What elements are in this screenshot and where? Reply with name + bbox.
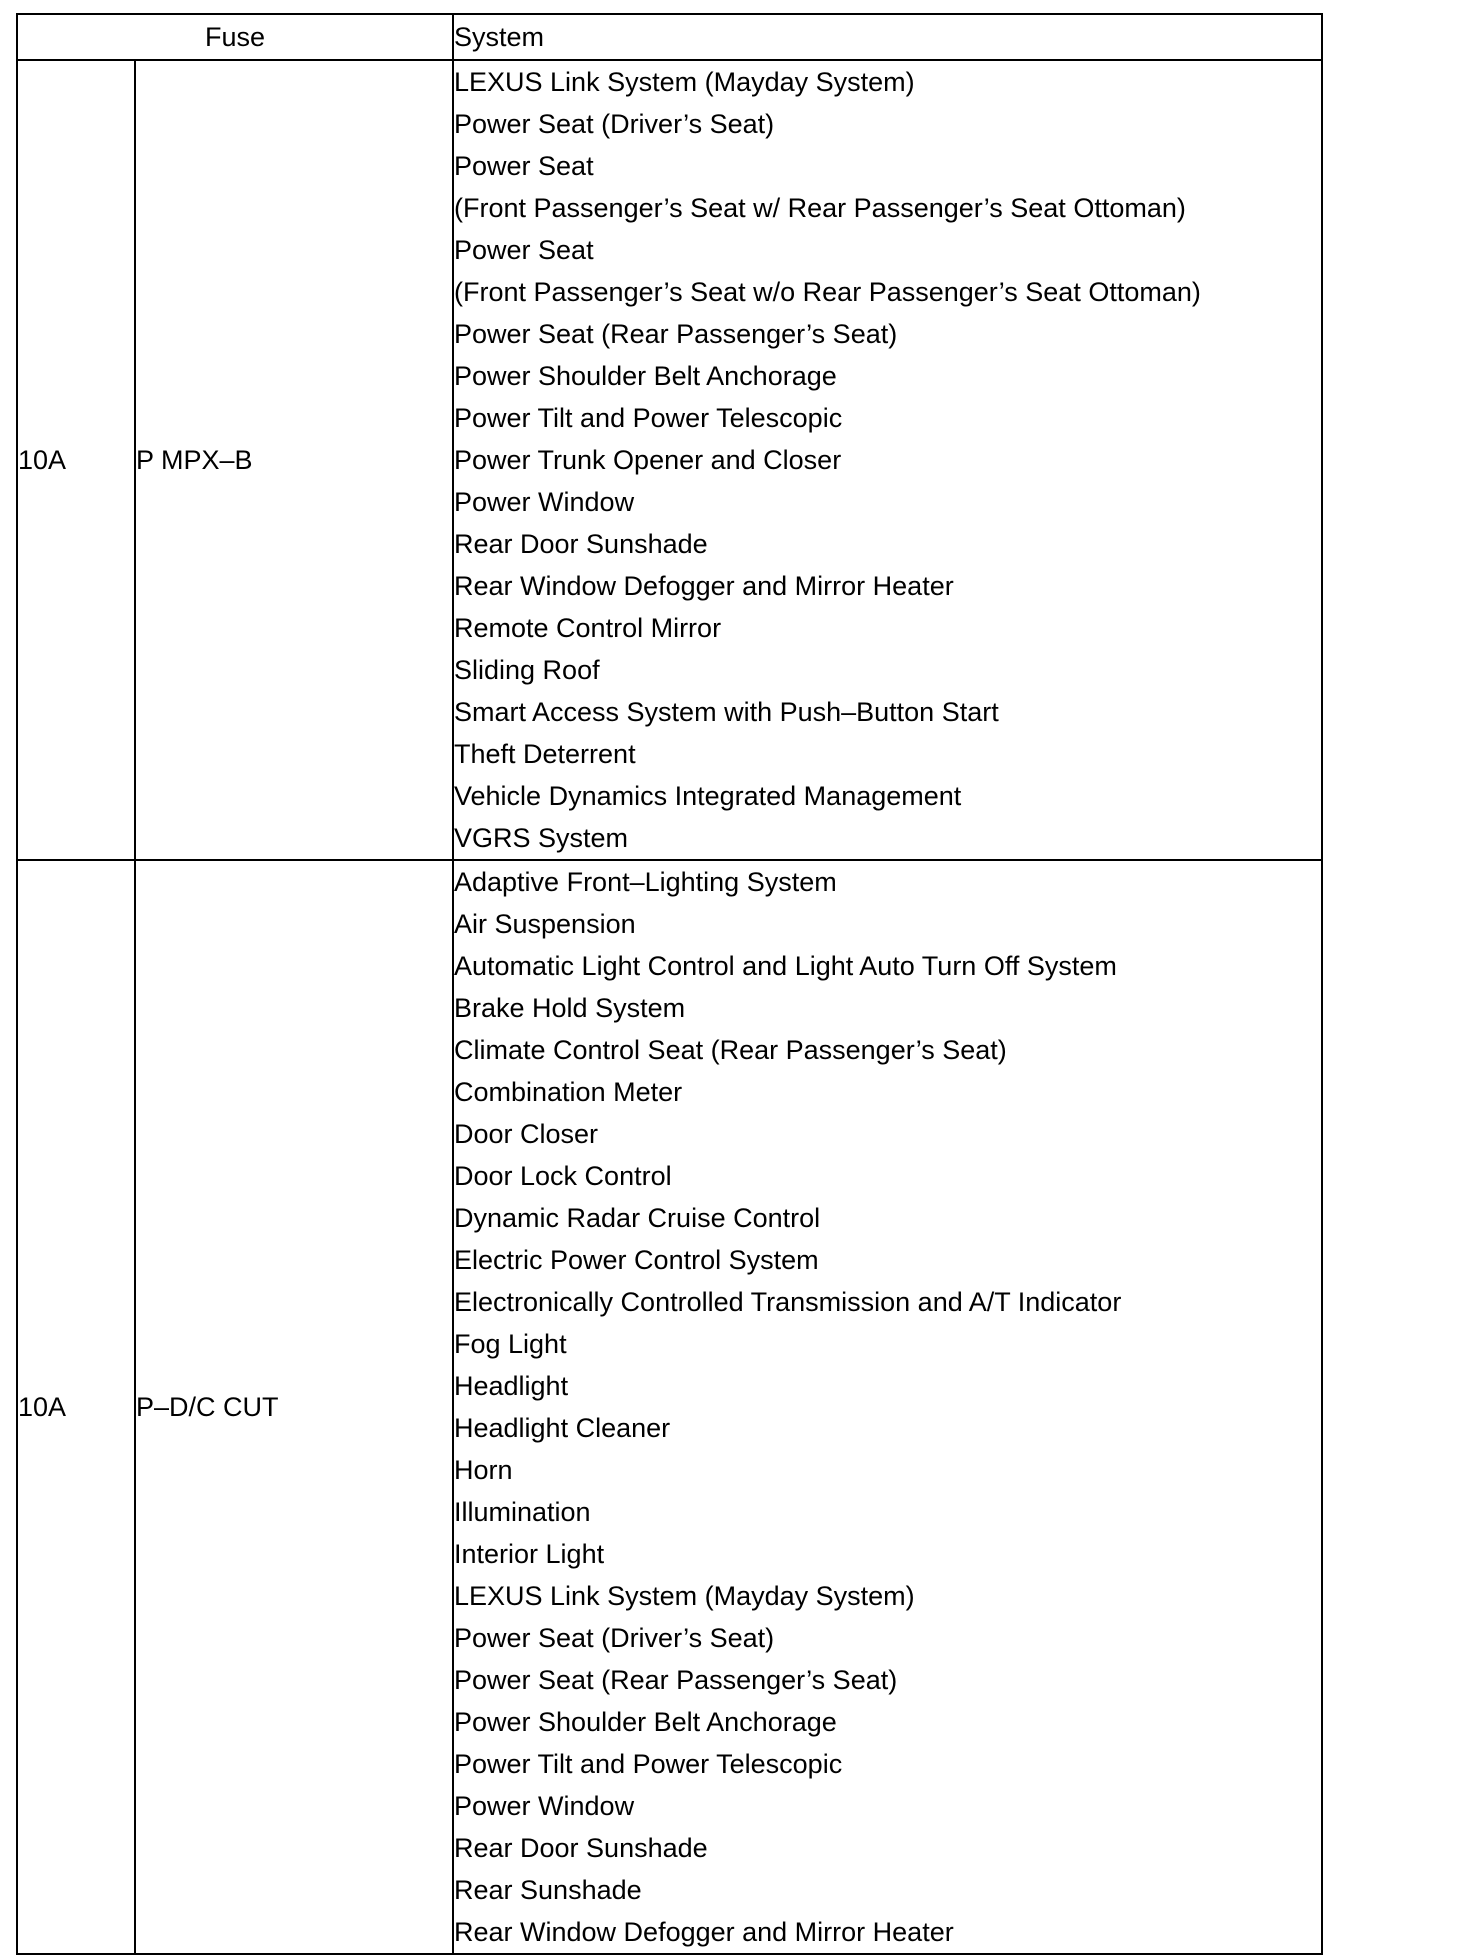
system-list bbox=[454, 61, 1321, 859]
fuse-amperage: 10A bbox=[17, 860, 135, 1954]
system-list-cell bbox=[453, 860, 1322, 1954]
system-item: Power Tilt and Power Telescopic bbox=[454, 1749, 843, 1779]
column-header-system: System bbox=[453, 14, 1322, 60]
system-item: Smart Access System with Push–Button Start bbox=[454, 697, 999, 727]
system-item: LEXUS Link System (Mayday System) bbox=[454, 67, 915, 97]
system-item: Headlight bbox=[454, 1371, 569, 1401]
system-item: Adaptive Front–Lighting System bbox=[454, 867, 837, 897]
fuse-row-p-mpx-b bbox=[17, 60, 1322, 860]
system-item: LEXUS Link System (Mayday System) bbox=[454, 1581, 915, 1611]
system-item: Headlight Cleaner bbox=[454, 1413, 671, 1443]
column-header-fuse: Fuse bbox=[17, 14, 453, 60]
fuse-name: P MPX–B bbox=[135, 60, 453, 860]
system-item: Combination Meter bbox=[454, 1077, 683, 1107]
fuse-system-table bbox=[16, 13, 1323, 1955]
fuse-name: P–D/C CUT bbox=[135, 860, 453, 1954]
fuse-amperage: 10A bbox=[17, 60, 135, 860]
system-item: Power Window bbox=[454, 1791, 635, 1821]
system-item: Electric Power Control System bbox=[454, 1245, 819, 1275]
system-item: Rear Sunshade bbox=[454, 1875, 642, 1905]
system-item: Fog Light bbox=[454, 1329, 567, 1359]
system-item: Horn bbox=[454, 1455, 513, 1485]
system-item: Power Shoulder Belt Anchorage bbox=[454, 1707, 837, 1737]
system-item: Power Seat (Front Passenger’s Seat w/ Rear Passenger’s Seat Ottoman) bbox=[454, 151, 1186, 223]
system-item: Rear Window Defogger and Mirror Heater bbox=[454, 571, 954, 601]
system-item: Brake Hold System bbox=[454, 993, 686, 1023]
system-item: Sliding Roof bbox=[454, 655, 600, 685]
system-list-cell bbox=[453, 60, 1322, 860]
system-item: Theft Deterrent bbox=[454, 739, 636, 769]
system-item: Rear Door Sunshade bbox=[454, 1833, 708, 1863]
system-item: Power Seat (Driver’s Seat) bbox=[454, 1623, 775, 1653]
system-item: Rear Door Sunshade bbox=[454, 529, 708, 559]
system-item: VGRS System bbox=[454, 823, 629, 853]
system-item: Power Tilt and Power Telescopic bbox=[454, 403, 843, 433]
system-list bbox=[454, 861, 1321, 1953]
system-item: Illumination bbox=[454, 1497, 591, 1527]
fuse-row-p-dc-cut bbox=[17, 860, 1322, 1954]
system-item: Power Shoulder Belt Anchorage bbox=[454, 361, 837, 391]
system-item: Power Seat (Rear Passenger’s Seat) bbox=[454, 319, 898, 349]
system-item: Remote Control Mirror bbox=[454, 613, 722, 643]
system-item: Power Seat (Driver’s Seat) bbox=[454, 109, 775, 139]
system-item: Interior Light bbox=[454, 1539, 605, 1569]
system-item: Power Seat (Rear Passenger’s Seat) bbox=[454, 1665, 898, 1695]
table-header-row bbox=[17, 14, 1322, 60]
system-item: Vehicle Dynamics Integrated Management bbox=[454, 781, 962, 811]
system-item: Electronically Controlled Transmission and A/T Indicator bbox=[454, 1287, 1122, 1317]
system-item: Air Suspension bbox=[454, 909, 636, 939]
system-item: Power Window bbox=[454, 487, 635, 517]
system-item: Power Trunk Opener and Closer bbox=[454, 445, 842, 475]
system-item: Rear Window Defogger and Mirror Heater bbox=[454, 1917, 954, 1947]
system-item: Dynamic Radar Cruise Control bbox=[454, 1203, 821, 1233]
system-item: Door Closer bbox=[454, 1119, 599, 1149]
system-item: Automatic Light Control and Light Auto Turn Off System bbox=[454, 951, 1117, 981]
system-item: Door Lock Control bbox=[454, 1161, 672, 1191]
system-item: Climate Control Seat (Rear Passenger’s Seat) bbox=[454, 1035, 1007, 1065]
system-item: Power Seat (Front Passenger’s Seat w/o Rear Passenger’s Seat Ottoman) bbox=[454, 235, 1201, 307]
